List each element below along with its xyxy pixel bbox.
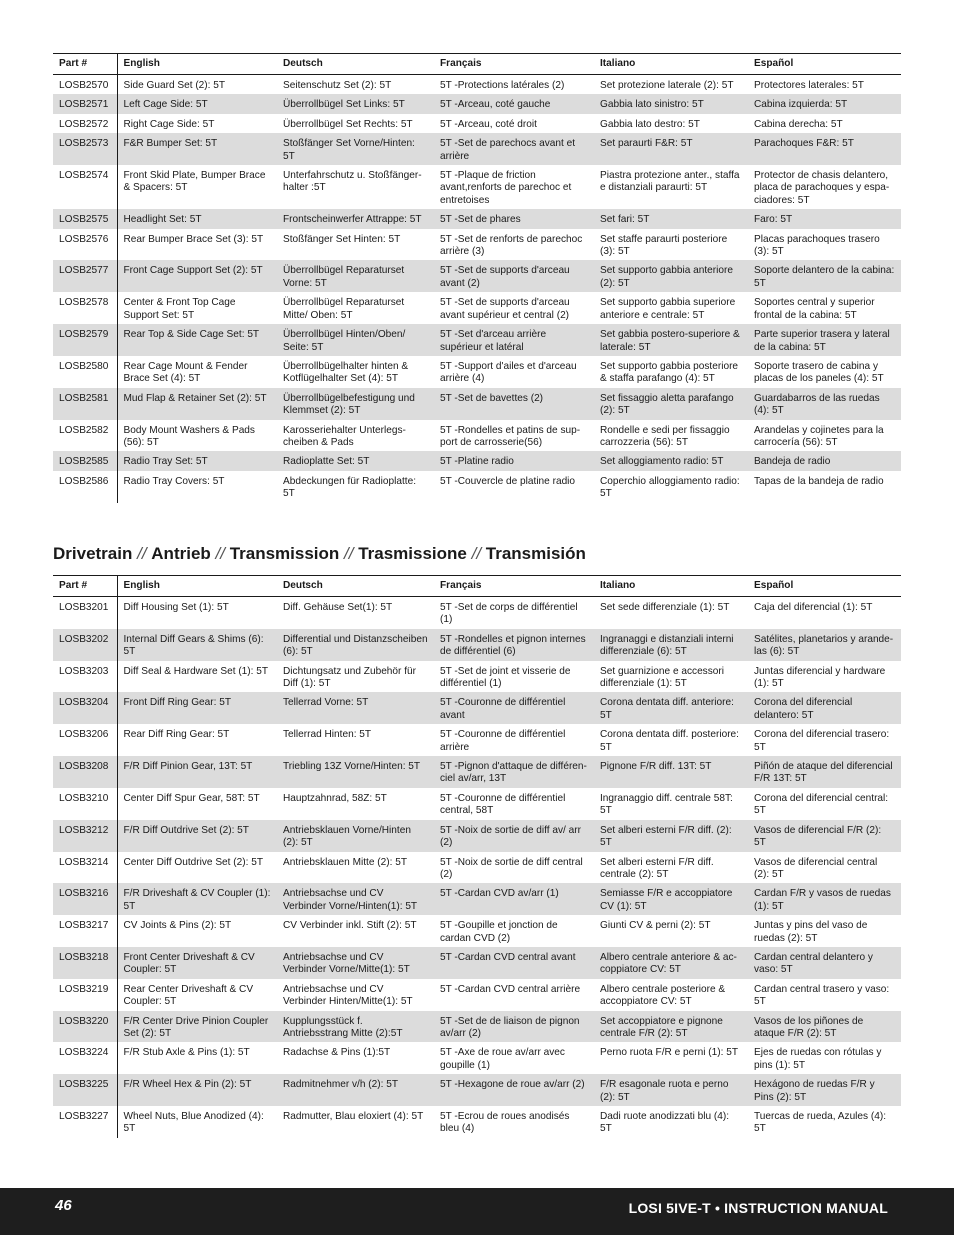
- cell-english: Left Cage Side: 5T: [117, 94, 277, 113]
- cell-espanol: Vasos de diferencial F/R (2): 5T: [748, 820, 901, 852]
- cell-espanol: Vasos de diferencial central (2): 5T: [754, 856, 878, 880]
- col-header-part: Part #: [53, 54, 117, 75]
- cell-francais: 5T -Couvercle de platine radio: [440, 475, 576, 487]
- cell-part-number: LOSB2580: [53, 356, 117, 388]
- parts-table-body: [53, 53, 901, 503]
- cell-espanol: Tuercas de rueda, Azules (4): 5T: [754, 1111, 887, 1135]
- cell-part-number: LOSB2577: [53, 260, 117, 292]
- table-row: [53, 692, 901, 724]
- cell-italiano: Set fissaggio aletta parafango (2): 5T: [594, 388, 748, 420]
- cell-english: Front Skid Plate, Bumper Brace & Spacers: 5T: [123, 170, 266, 194]
- cell-part-number: LOSB3217: [53, 915, 117, 947]
- table-row: [53, 94, 901, 113]
- table-header-row: [53, 54, 901, 75]
- cell-francais: 5T -Plaque de friction avant,renforts de parechoc et entretoises: [440, 170, 572, 206]
- cell-english: Headlight Set: 5T: [117, 209, 277, 228]
- cell-deutsch: Seitenschutz Set (2): 5T: [283, 80, 392, 91]
- table-row: [53, 471, 901, 503]
- cell-italiano: Set alberi esterni F/R diff. (2): 5T: [594, 820, 748, 852]
- cell-espanol: Caja del diferencial (1): 5T: [754, 602, 873, 613]
- cell-italiano: Coperchio alloggiamento radio: 5T: [600, 475, 740, 500]
- cell-deutsch: Radioplatte Set: 5T: [277, 451, 434, 470]
- cell-deutsch: Überrollbügelhalter hinten & Kotflügelhalter Set (4): 5T: [283, 360, 409, 385]
- cell-english: Diff Seal & Hardware Set (1): 5T: [123, 665, 269, 677]
- cell-english: Right Cage Side: 5T: [123, 118, 215, 130]
- cell-deutsch: Überrollbügel Set Links: 5T: [277, 94, 434, 113]
- table-row: [53, 133, 901, 165]
- cell-espanol: Soporte delantero de la cabina: 5T: [748, 260, 901, 292]
- cell-part-number: LOSB3210: [53, 788, 117, 820]
- table-row: [53, 451, 901, 470]
- col-header-english: English: [117, 576, 277, 597]
- table-row: [53, 1106, 901, 1138]
- col-header-francais: Français: [434, 576, 594, 597]
- table-row: [53, 915, 901, 947]
- col-header-italiano: Italiano: [594, 576, 748, 597]
- cell-english: Rear Cage Mount & Fender Brace Set (4): 5T: [123, 360, 248, 385]
- cell-italiano: Ingranaggi e distanziali interni differenziale (6): 5T: [594, 629, 748, 661]
- manual-title: LOSI 5IVE-T • INSTRUCTION MANUAL: [628, 1200, 888, 1216]
- cell-francais: 5T -Set de joint et visserie de différentiel (1): [440, 665, 571, 690]
- table-row: [53, 356, 901, 388]
- cell-english: Rear Center Driveshaft & CV Coupler: 5T: [123, 983, 254, 1008]
- cell-italiano: Albero centrale posteriore & accoppiatore CV: 5T: [600, 983, 726, 1008]
- cell-espanol: Satélites, planetarios y arande-las (6): 5T: [748, 629, 901, 661]
- cell-english: F&R Bumper Set: 5T: [117, 133, 277, 165]
- table-row: [53, 597, 901, 629]
- cell-part-number: LOSB3206: [53, 724, 117, 756]
- table-row: [53, 661, 901, 693]
- cell-espanol: Corona del diferencial delantero: 5T: [748, 692, 901, 724]
- cell-espanol: Cardan central delantero y vaso: 5T: [748, 947, 901, 979]
- cell-deutsch: Karosseriehalter Unterlegs-cheiben & Pads: [283, 424, 406, 448]
- cell-espanol: Corona del diferencial central: 5T: [754, 792, 889, 817]
- cell-francais: 5T -Set de phares: [434, 209, 594, 228]
- table-row: [53, 629, 901, 661]
- cell-deutsch: Dichtungsatz und Zubehör für Diff (1): 5T: [283, 665, 416, 690]
- cell-part-number: LOSB2576: [53, 229, 117, 261]
- cell-francais: 5T -Set de parechocs avant et arrière: [434, 133, 594, 165]
- table-row: [53, 979, 901, 1011]
- cell-italiano: Set accoppiatore e pignone centrale F/R (2): 5T: [594, 1011, 748, 1043]
- table-row: [53, 292, 901, 324]
- cell-espanol: Soportes central y superior frontal de la cabina: 5T: [754, 297, 875, 321]
- cell-part-number: LOSB2585: [53, 451, 117, 470]
- cell-english: Mud Flap & Retainer Set (2): 5T: [117, 388, 277, 420]
- col-header-italiano: Italiano: [594, 54, 748, 75]
- cell-english: F/R Stub Axle & Pins (1): 5T: [123, 1047, 250, 1059]
- cell-espanol: Juntas diferencial y hardware (1): 5T: [754, 665, 886, 690]
- cell-deutsch: Kupplungsstück f. Antriebsstrang Mitte (2):5T: [277, 1011, 434, 1043]
- cell-francais: 5T -Set de bavettes (2): [434, 388, 594, 420]
- table-row: [53, 388, 901, 420]
- cell-italiano: Set supporto gabbia posteriore & staffa parafango (4): 5T: [600, 360, 739, 385]
- cell-espanol: Parachoques F&R: 5T: [748, 133, 901, 165]
- table-row: [53, 260, 901, 292]
- table-row: [53, 820, 901, 852]
- table-row: [53, 788, 901, 820]
- cell-espanol: Vasos de los piñones de ataque F/R (2): 5T: [748, 1011, 901, 1043]
- cell-francais: 5T -Platine radio: [434, 451, 594, 470]
- table-row: [53, 756, 901, 788]
- cell-italiano: Set fari: 5T: [594, 209, 748, 228]
- cell-part-number: LOSB3204: [53, 692, 117, 724]
- cell-francais: 5T -Set de corps de différentiel (1): [440, 602, 578, 626]
- table-row: [53, 420, 901, 452]
- cell-part-number: LOSB3227: [53, 1106, 117, 1138]
- cell-english: Center Diff Spur Gear, 58T: 5T: [123, 792, 260, 804]
- col-header-espanol: Español: [748, 576, 901, 597]
- cell-francais: 5T -Arceau, coté gauche: [434, 94, 594, 113]
- cell-deutsch: Frontscheinwerfer Attrappe: 5T: [277, 209, 434, 228]
- cell-italiano: Set supporto gabbia anteriore (2): 5T: [594, 260, 748, 292]
- cell-francais: 5T -Arceau, coté droit: [440, 118, 537, 130]
- cell-english: Radio Tray Covers: 5T: [123, 475, 225, 487]
- cell-italiano: Set alloggiamento radio: 5T: [594, 451, 748, 470]
- cell-francais: 5T -Couronne de différentiel arrière: [440, 729, 566, 753]
- cell-part-number: LOSB2578: [53, 292, 117, 324]
- cell-italiano: Corona dentata diff. posteriore: 5T: [600, 729, 739, 753]
- cell-espanol: Guardabarros de las ruedas (4): 5T: [748, 388, 901, 420]
- table-body: [53, 597, 901, 1138]
- cell-italiano: Set guarnizione e accessori differenziale (1): 5T: [600, 665, 724, 690]
- col-header-part: Part #: [53, 576, 117, 597]
- cell-english: Front Diff Ring Gear: 5T: [117, 692, 277, 724]
- cell-espanol: Faro: 5T: [748, 209, 901, 228]
- table-header-row: [53, 576, 901, 597]
- cell-english: F/R Diff Outdrive Set (2): 5T: [117, 820, 277, 852]
- cell-english: Diff Housing Set (1): 5T: [123, 602, 229, 613]
- col-header-francais: Français: [434, 54, 594, 75]
- cell-deutsch: Hauptzahnrad, 58Z: 5T: [283, 792, 387, 804]
- cell-francais: 5T -Pignon d'attaque de différen-ciel av/arr, 13T: [434, 756, 594, 788]
- cell-english: Center & Front Top Cage Support Set: 5T: [123, 297, 236, 321]
- cell-francais: 5T -Cardan CVD central avant: [434, 947, 594, 979]
- cell-italiano: Set staffe paraurti posteriore (3): 5T: [600, 233, 728, 258]
- cell-italiano: Pignone F/R diff. 13T: 5T: [594, 756, 748, 788]
- cell-italiano: Piastra protezione anter., staffa e distanziali paraurti: 5T: [600, 170, 740, 194]
- cell-francais: 5T -Ecrou de roues anodisés bleu (4): [440, 1111, 570, 1135]
- cell-francais: 5T -Axe de roue av/arr avec goupille (1): [440, 1047, 565, 1071]
- cell-francais: 5T -Support d'ailes et d'arceau arrière (4): [440, 360, 577, 385]
- cell-deutsch: Überrollbügel Set Rechts: 5T: [283, 118, 413, 130]
- cell-english: Wheel Nuts, Blue Anodized (4): 5T: [123, 1111, 264, 1135]
- cell-francais: 5T -Couronne de différentiel central, 58T: [440, 792, 566, 817]
- cell-part-number: LOSB3219: [53, 979, 117, 1011]
- cell-english: Center Diff Outdrive Set (2): 5T: [123, 856, 263, 868]
- cell-part-number: LOSB2586: [53, 471, 117, 503]
- cell-deutsch: Überrollbügel Reparaturset Vorne: 5T: [277, 260, 434, 292]
- cell-part-number: LOSB3202: [53, 629, 117, 661]
- cell-italiano: Dadi ruote anodizzati blu (4): 5T: [600, 1111, 730, 1135]
- cell-francais: 5T -Set de supports d'arceau avant (2): [434, 260, 594, 292]
- cell-part-number: LOSB3218: [53, 947, 117, 979]
- cell-part-number: LOSB3220: [53, 1011, 117, 1043]
- cell-francais: 5T -Set de renforts de parechoc arrière (3): [440, 233, 583, 258]
- cell-part-number: LOSB2581: [53, 388, 117, 420]
- cell-italiano: F/R esagonale ruota e perno (2): 5T: [594, 1074, 748, 1106]
- cell-part-number: LOSB2574: [53, 165, 117, 209]
- cell-espanol: Arandelas y cojinetes para la carrocería (56): 5T: [754, 424, 884, 448]
- cell-espanol: Protectores laterales: 5T: [754, 80, 864, 91]
- col-header-deutsch: Deutsch: [277, 576, 434, 597]
- cell-francais: 5T -Rondelles et pignon internes de différentiel (6): [434, 629, 594, 661]
- cell-francais: 5T -Cardan CVD av/arr (1): [434, 883, 594, 915]
- cell-espanol: Juntas y pins del vaso de ruedas (2): 5T: [754, 920, 868, 944]
- cell-italiano: Set paraurti F&R: 5T: [594, 133, 748, 165]
- cell-deutsch: Radmutter, Blau eloxiert (4): 5T: [283, 1111, 424, 1122]
- cell-francais: 5T -Rondelles et patins de sup-port de carrosserie(56): [440, 424, 581, 448]
- cell-espanol: Protector de chasis delantero, placa de parachoques y espa-ciadores: 5T: [754, 170, 890, 206]
- cell-francais: 5T -Cardan CVD central arrière: [440, 983, 581, 995]
- table-row: [53, 165, 901, 209]
- cell-deutsch: Radachse & Pins (1):5T: [283, 1047, 391, 1059]
- cell-espanol: Tapas de la bandeja de radio: [754, 475, 884, 487]
- cell-english: Body Mount Washers & Pads (56): 5T: [123, 424, 255, 448]
- cell-english: Rear Diff Ring Gear: 5T: [123, 729, 230, 741]
- cell-deutsch: Differential und Distanzscheiben (6): 5T: [277, 629, 434, 661]
- cell-part-number: LOSB3214: [53, 852, 117, 884]
- cell-part-number: LOSB3224: [53, 1042, 117, 1074]
- cell-espanol: Parte superior trasera y lateral de la cabina: 5T: [748, 324, 901, 356]
- col-header-english: English: [117, 54, 277, 75]
- table-row: [53, 883, 901, 915]
- table-row: [53, 1011, 901, 1043]
- cell-francais: 5T -Hexagone de roue av/arr (2): [434, 1074, 594, 1106]
- cell-francais: 5T -Protections latérales (2): [440, 80, 565, 91]
- cell-part-number: LOSB2573: [53, 133, 117, 165]
- table-row: [53, 852, 901, 884]
- parts-table-drivetrain: [53, 575, 901, 1138]
- cell-italiano: Giunti CV & perni (2): 5T: [600, 920, 711, 932]
- cell-deutsch: Radmitnehmer v/h (2): 5T: [277, 1074, 434, 1106]
- cell-deutsch: Stoßfänger Set Hinten: 5T: [283, 233, 401, 245]
- cell-english: Radio Tray Set: 5T: [117, 451, 277, 470]
- cell-english: Front Center Driveshaft & CV Coupler: 5T: [117, 947, 277, 979]
- cell-deutsch: Antriebsklauen Mitte (2): 5T: [283, 856, 407, 868]
- cell-english: Rear Bumper Brace Set (3): 5T: [123, 233, 264, 245]
- cell-espanol: Cardan F/R y vasos de ruedas (1): 5T: [748, 883, 901, 915]
- cell-francais: 5T -Noix de sortie de diff av/ arr (2): [434, 820, 594, 852]
- cell-english: Front Cage Support Set (2): 5T: [117, 260, 277, 292]
- cell-francais: 5T -Set de supports d'arceau avant supérieur et central (2): [440, 297, 570, 321]
- cell-espanol: Cabina izquierda: 5T: [748, 94, 901, 113]
- cell-francais: 5T -Set d'arceau arrière supérieur et latéral: [434, 324, 594, 356]
- cell-francais: 5T -Couronne de différentiel avant: [434, 692, 594, 724]
- cell-part-number: LOSB2571: [53, 94, 117, 113]
- cell-italiano: Set gabbia postero-superiore & laterale: 5T: [594, 324, 748, 356]
- cell-deutsch: Tellerrad Hinten: 5T: [283, 729, 372, 741]
- cell-deutsch: Antriebsklauen Vorne/Hinten (2): 5T: [277, 820, 434, 852]
- cell-deutsch: Tellerrad Vorne: 5T: [277, 692, 434, 724]
- cell-part-number: LOSB3208: [53, 756, 117, 788]
- cell-deutsch: Triebling 13Z Vorne/Hinten: 5T: [277, 756, 434, 788]
- cell-deutsch: Antriebsachse und CV Verbinder Hinten/Mitte(1): 5T: [283, 983, 413, 1008]
- section-title: Drivetrain // Antrieb // Transmission // Trasmissione // Transmisión: [53, 544, 586, 563]
- cell-italiano: Semiasse F/R e accoppiatore CV (1): 5T: [594, 883, 748, 915]
- cell-italiano: Ingranaggio diff. centrale 58T: 5T: [600, 792, 733, 817]
- table-row: [53, 1074, 901, 1106]
- table-row: [53, 229, 901, 261]
- cell-italiano: Gabbia lato destro: 5T: [600, 118, 700, 130]
- cell-part-number: LOSB2570: [53, 75, 117, 95]
- table-body: [53, 75, 901, 503]
- table-row: [53, 114, 901, 133]
- page-number: 46: [55, 1197, 72, 1214]
- cell-english: F/R Center Drive Pinion Coupler Set (2): 5T: [117, 1011, 277, 1043]
- cell-english: F/R Wheel Hex & Pin (2): 5T: [117, 1074, 277, 1106]
- cell-deutsch: Überrollbügel Reparaturset Mitte/ Oben: 5T: [283, 297, 405, 321]
- table-row: [53, 209, 901, 228]
- col-header-espanol: Español: [748, 54, 901, 75]
- cell-espanol: Piñón de ataque del diferencial F/R 13T: 5T: [748, 756, 901, 788]
- cell-deutsch: Antriebsachse und CV Verbinder Vorne/Mitte(1): 5T: [277, 947, 434, 979]
- cell-deutsch: Stoßfänger Set Vorne/Hinten: 5T: [277, 133, 434, 165]
- cell-deutsch: Unterfahrschutz u. Stoßfänger-halter :5T: [283, 170, 422, 194]
- cell-italiano: Set alberi esterni F/R diff. centrale (2): 5T: [600, 856, 714, 880]
- cell-espanol: Corona del diferencial trasero: 5T: [754, 729, 890, 753]
- cell-italiano: Set sede differenziale (1): 5T: [600, 602, 730, 613]
- cell-deutsch: Diff. Gehäuse Set(1): 5T: [283, 602, 393, 613]
- table-row: [53, 75, 901, 95]
- cell-part-number: LOSB3216: [53, 883, 117, 915]
- table-row: [53, 1042, 901, 1074]
- page-footer: [0, 1188, 954, 1235]
- cell-francais: 5T -Goupille et jonction de cardan CVD (2): [440, 920, 558, 944]
- cell-deutsch: Überrollbügel Hinten/Oben/ Seite: 5T: [277, 324, 434, 356]
- cell-part-number: LOSB2572: [53, 114, 117, 133]
- cell-deutsch: Antriebsachse und CV Verbinder Vorne/Hinten(1): 5T: [277, 883, 434, 915]
- cell-italiano: Set supporto gabbia superiore anteriore e centrale: 5T: [600, 297, 736, 321]
- table-row: [53, 724, 901, 756]
- cell-english: CV Joints & Pins (2): 5T: [123, 920, 232, 932]
- cell-english: Internal Diff Gears & Shims (6): 5T: [117, 629, 277, 661]
- cell-espanol: Cabina derecha: 5T: [754, 118, 843, 130]
- table-row: [53, 324, 901, 356]
- cell-part-number: LOSB2582: [53, 420, 117, 452]
- col-header-deutsch: Deutsch: [277, 54, 434, 75]
- table-row: [53, 947, 901, 979]
- cell-italiano: Perno ruota F/R e perni (1): 5T: [600, 1047, 739, 1059]
- cell-espanol: Hexágono de ruedas F/R y Pins (2): 5T: [748, 1074, 901, 1106]
- cell-italiano: Corona dentata diff. anteriore: 5T: [594, 692, 748, 724]
- cell-deutsch: Abdeckungen für Radioplatte: 5T: [283, 475, 416, 500]
- cell-espanol: Cardan central trasero y vaso: 5T: [754, 983, 890, 1008]
- cell-italiano: Gabbia lato sinistro: 5T: [594, 94, 748, 113]
- cell-espanol: Bandeja de radio: [748, 451, 901, 470]
- cell-espanol: Ejes de ruedas con rótulas y pins (1): 5T: [754, 1047, 882, 1071]
- cell-part-number: LOSB2575: [53, 209, 117, 228]
- cell-italiano: Set protezione laterale (2): 5T: [600, 80, 734, 91]
- cell-english: Rear Top & Side Cage Set: 5T: [117, 324, 277, 356]
- cell-espanol: Placas parachoques trasero (3): 5T: [754, 233, 880, 258]
- cell-francais: 5T -Noix de sortie de diff central (2): [440, 856, 583, 880]
- cell-francais: 5T -Set de de liaison de pignon av/arr (2): [434, 1011, 594, 1043]
- cell-italiano: Rondelle e sedi per fissaggio carrozzeria (56): 5T: [600, 424, 730, 448]
- cell-part-number: LOSB3201: [53, 597, 117, 629]
- cell-espanol: Soporte trasero de cabina y placas de los paneles (4): 5T: [754, 360, 884, 385]
- cell-part-number: LOSB3225: [53, 1074, 117, 1106]
- cell-deutsch: CV Verbinder inkl. Stift (2): 5T: [283, 920, 417, 932]
- cell-english: F/R Driveshaft & CV Coupler (1): 5T: [117, 883, 277, 915]
- cell-italiano: Albero centrale anteriore & ac-coppiatore CV: 5T: [594, 947, 748, 979]
- cell-part-number: LOSB3203: [53, 661, 117, 693]
- cell-part-number: LOSB3212: [53, 820, 117, 852]
- cell-english: F/R Diff Pinion Gear, 13T: 5T: [117, 756, 277, 788]
- cell-english: Side Guard Set (2): 5T: [123, 80, 226, 91]
- cell-deutsch: Überrollbügelbefestigung und Klemmset (2): 5T: [277, 388, 434, 420]
- cell-part-number: LOSB2579: [53, 324, 117, 356]
